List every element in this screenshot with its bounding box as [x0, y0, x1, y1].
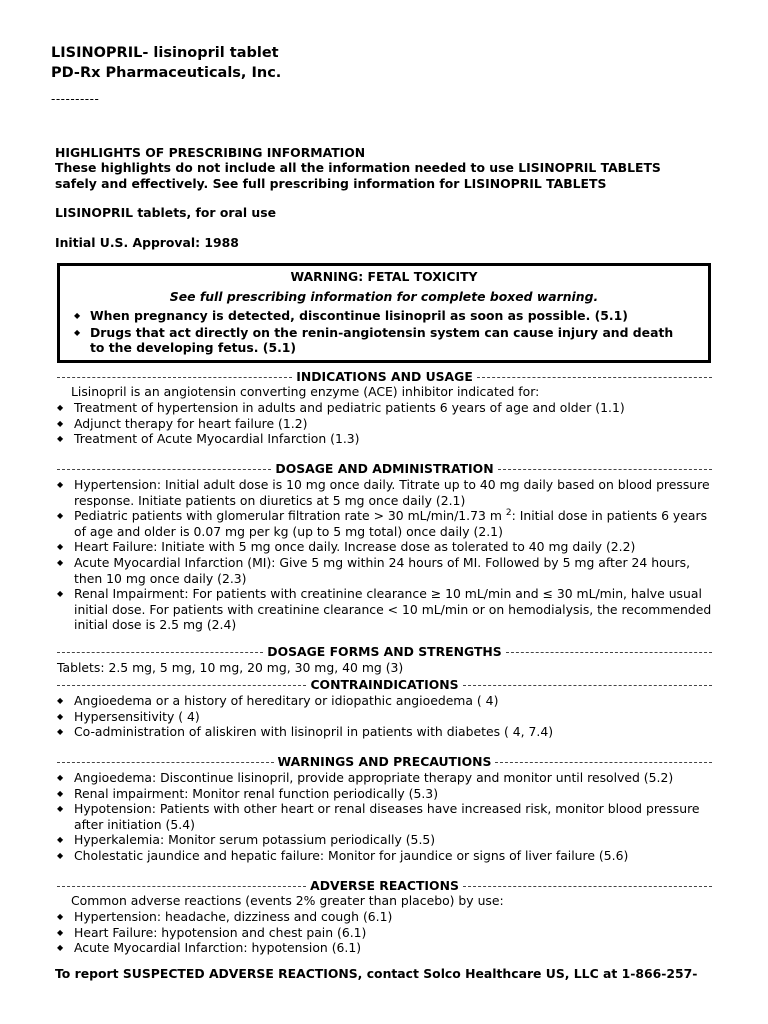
indications-list — [57, 400, 717, 447]
list-item: ◆ Cholestatic jaundice and hepatic failure: Monitor for jaundice or signs of liver failure (5.6) — [57, 848, 717, 864]
list-item: ◆ Heart Failure: Initiate with 5 mg once daily. Increase dose as tolerated to 40 mg daily (2.2) — [57, 539, 717, 555]
list-item: ◆ Renal Impairment: For patients with creatinine clearance ≥ 10 mL/min and ≤ 30 mL/min, halve usual initial dose. For patients with creatinine clearance < 10 mL/min or on hemodialysis, the recommended initial dose is 2.5 mg (2.4) — [57, 586, 717, 633]
section-header-contraindications — [57, 677, 712, 693]
section-header-dosage — [57, 461, 712, 477]
product-description: LISINOPRIL tablets, for oral use — [55, 205, 276, 220]
boxed-warning-title: WARNING: FETAL TOXICITY — [290, 269, 478, 284]
indications-intro: Lisinopril is an angiotensin converting enzyme (ACE) inhibitor indicated for: — [71, 384, 540, 399]
header-separator: ---------- — [51, 92, 100, 106]
section-header-adverse — [57, 878, 712, 894]
list-item: ◆ Renal impairment: Monitor renal function periodically (5.3) — [57, 786, 717, 802]
list-item: ◆ Heart Failure: hypotension and chest pain (6.1) — [57, 925, 717, 941]
boxed-warning — [57, 263, 711, 363]
contraindications-list — [57, 693, 717, 740]
section-header-indications — [57, 369, 712, 385]
highlights-line-2: safely and effectively. See full prescribing information for LISINOPRIL TABLETS — [55, 176, 607, 191]
list-item: ◆ Acute Myocardial Infarction: hypotension (6.1) — [57, 940, 717, 956]
section-header-warnings — [57, 754, 712, 770]
report-adverse-reactions: To report SUSPECTED ADVERSE REACTIONS, contact Solco Healthcare US, LLC at 1-866-257- — [55, 966, 698, 981]
list-item: ◆ Pediatric patients with glomerular filtration rate > 30 mL/min/1.73 m $^2$: Initial dose in patients 6 years of age and older is 0.07 mg per kg (up to 5 mg total) once daily (2.1) — [57, 508, 717, 539]
initial-approval: Initial U.S. Approval: 1988 — [55, 235, 239, 250]
list-item: ◆ Hypertension: headache, dizziness and cough (6.1) — [57, 909, 717, 925]
section-title: CONTRAINDICATIONS — [310, 677, 459, 692]
section-title: DOSAGE AND ADMINISTRATION — [275, 461, 494, 476]
highlights-line-1: These highlights do not include all the information needed to use LISINOPRIL TABLETS — [55, 160, 661, 175]
list-item: ◆ Angioedema or a history of hereditary or idiopathic angioedema ( 4) — [57, 693, 717, 709]
list-item: ◆ When pregnancy is detected, discontinue lisinopril as soon as possible. (5.1) — [60, 308, 690, 324]
dosage-list — [57, 477, 717, 633]
manufacturer-name: PD-Rx Pharmaceuticals, Inc. — [51, 65, 282, 81]
adverse-list — [57, 909, 717, 956]
boxed-warning-subtitle: See full prescribing information for complete boxed warning. — [169, 289, 599, 304]
list-item: ◆ Co-administration of aliskiren with lisinopril in patients with diabetes ( 4, 7.4) — [57, 724, 717, 740]
section-header-dosage-forms — [57, 644, 712, 660]
list-item: ◆ Hyperkalemia: Monitor serum potassium periodically (5.5) — [57, 832, 717, 848]
list-item: ◆ Treatment of hypertension in adults and pediatric patients 6 years of age and older (1.1) — [57, 400, 717, 416]
boxed-warning-list — [60, 308, 708, 356]
dosage-forms-text: Tablets: 2.5 mg, 5 mg, 10 mg, 20 mg, 30 mg, 40 mg (3) — [57, 660, 404, 675]
list-item: ◆ Hypertension: Initial adult dose is 10 mg once daily. Titrate up to 40 mg daily based on blood pressure response. Initiate patients on diuretics at 5 mg once daily (2.1) — [57, 477, 717, 508]
list-item: ◆ Treatment of Acute Myocardial Infarction (1.3) — [57, 431, 717, 447]
list-item: ◆ Adjunct therapy for heart failure (1.2) — [57, 416, 717, 432]
highlights-heading: HIGHLIGHTS OF PRESCRIBING INFORMATION — [55, 145, 366, 160]
section-title: ADVERSE REACTIONS — [310, 878, 459, 893]
warnings-list — [57, 770, 717, 864]
list-item: ◆ Acute Myocardial Infarction (MI): Give 5 mg within 24 hours of MI. Followed by 5 mg after 24 hours, then 10 mg once daily (2.3) — [57, 555, 717, 586]
section-title: WARNINGS AND PRECAUTIONS — [277, 754, 492, 769]
section-title: INDICATIONS AND USAGE — [296, 369, 473, 384]
section-title: DOSAGE FORMS AND STRENGTHS — [267, 644, 502, 659]
document-title: LISINOPRIL- lisinopril tablet — [51, 45, 279, 61]
adverse-intro: Common adverse reactions (events 2% greater than placebo) by use: — [71, 893, 504, 908]
list-item: ◆ Drugs that act directly on the renin-angiotensin system can cause injury and death to the developing fetus. (5.1) — [60, 325, 690, 356]
list-item: ◆ Angioedema: Discontinue lisinopril, provide appropriate therapy and monitor until resolved (5.2) — [57, 770, 717, 786]
list-item: ◆ Hypotension: Patients with other heart or renal diseases have increased risk, monitor blood pressure after initiation (5.4) — [57, 801, 717, 832]
list-item: ◆ Hypersensitivity ( 4) — [57, 709, 717, 725]
